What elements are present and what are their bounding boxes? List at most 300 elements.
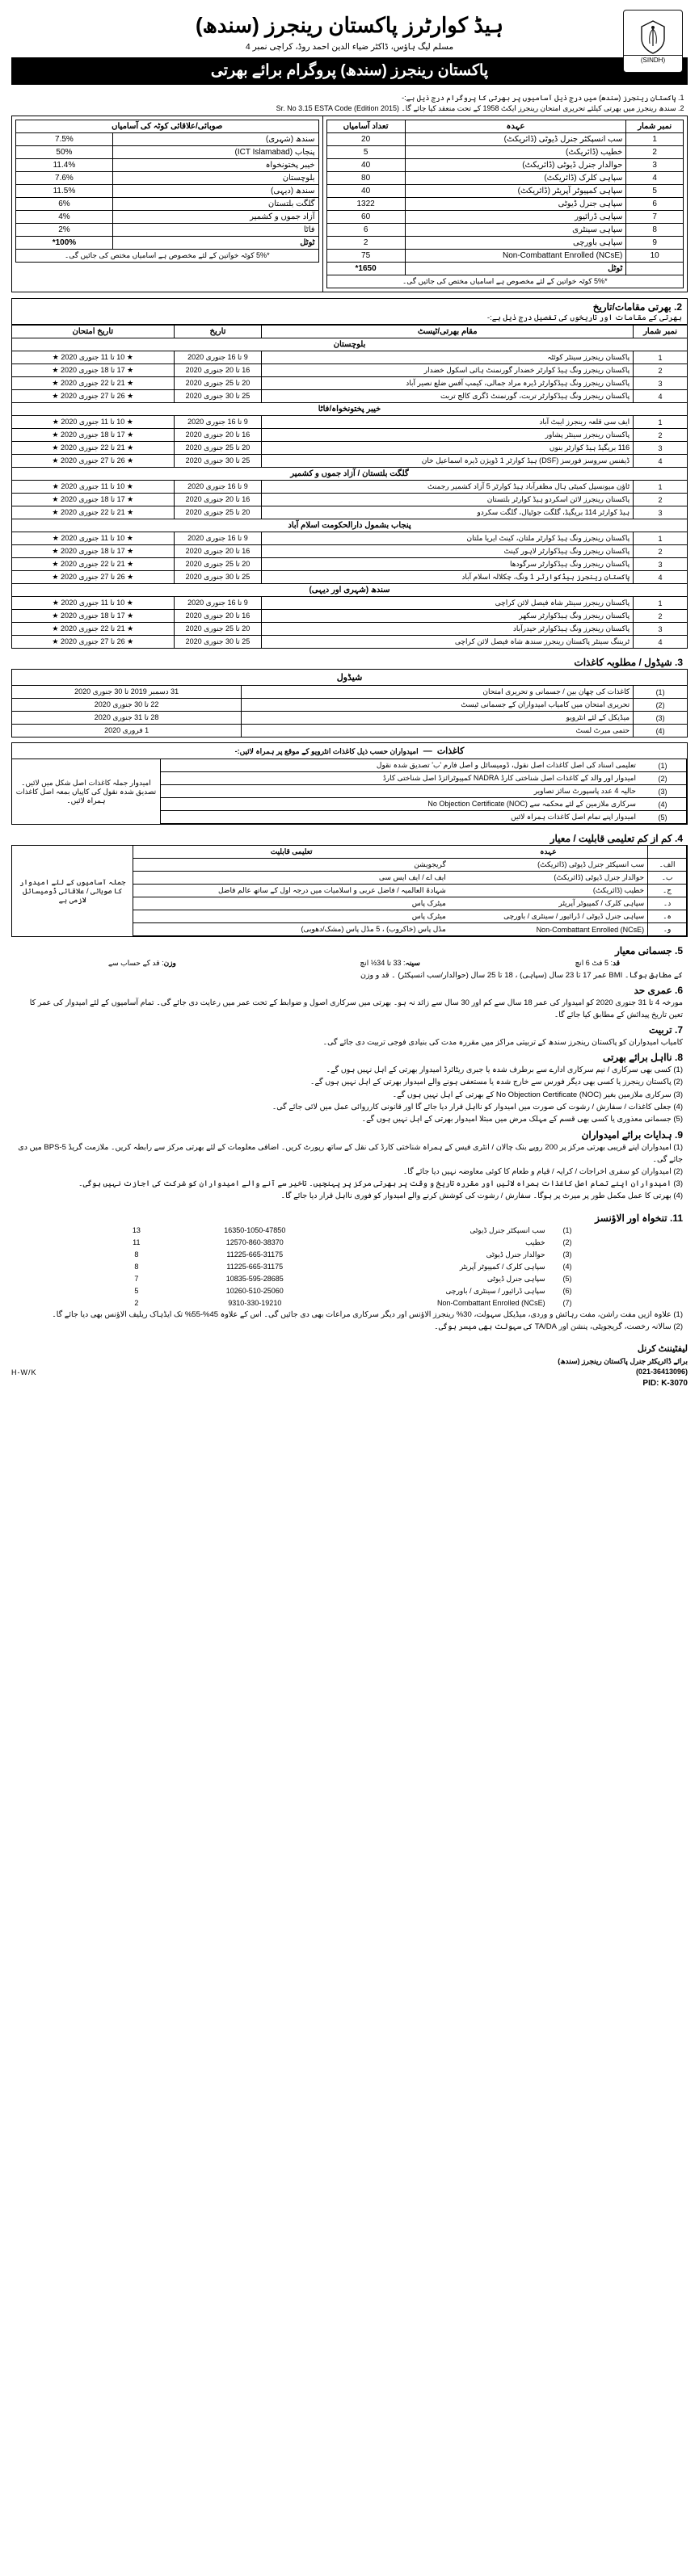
vacancy-count: 80 — [326, 172, 405, 185]
document-text: امیدوار اپنے تمام اصل کاغذات ہمراہ لائیں — [161, 811, 639, 824]
list-item — [161, 772, 687, 785]
recruit-sn: 1 — [634, 532, 688, 545]
document-footer — [11, 1343, 688, 1388]
recruitment-heading: 2. بھرتی مقامات/تاریخ — [592, 301, 682, 313]
recruit-date: 9 تا 16 جنوری 2020 — [174, 481, 262, 494]
pay-grade: 7 — [134, 1275, 139, 1284]
vacancy-count: *1650 — [326, 263, 405, 275]
table-row — [12, 558, 688, 571]
qualification-text: میٹرک پاس — [133, 910, 448, 923]
group-name: پنجاب بشمول دارالحکومت اسلام آباد — [12, 519, 688, 532]
col-sn: نمبر شمار — [634, 326, 688, 338]
qualification-post: سب انسپکٹر جنرل ڈیوٹی (ڈائریکٹ) — [449, 859, 648, 872]
intro-line-2 — [12, 104, 688, 116]
table-row — [113, 1273, 587, 1285]
recruitment-groups — [12, 326, 688, 649]
qualification-label: الف۔ — [648, 859, 687, 872]
intro-and-vacancy-table — [11, 92, 688, 292]
recruit-date: 16 تا 20 جنوری 2020 — [174, 364, 262, 377]
col-date: تاریخ — [174, 326, 262, 338]
exam-date: ★ 10 تا 11 جنوری 2020 ★ — [12, 532, 175, 545]
recruit-date: 16 تا 20 جنوری 2020 — [174, 494, 262, 506]
recruit-place: پاکستان رینجرز ونگ ہیڈکوارٹر سکھر — [262, 610, 634, 623]
documents-table — [11, 742, 688, 825]
exam-date: ★ 10 تا 11 جنوری 2020 ★ — [12, 481, 175, 494]
recruit-date: 16 تا 20 جنوری 2020 — [174, 545, 262, 558]
header-banner: پاکستان رینجرز (سندھ) پروگرام برائے بھرتی — [11, 57, 688, 85]
vacancy-sn: 7 — [626, 211, 684, 224]
document-sn: (1) — [639, 759, 687, 772]
recruit-place: پاکستان رینجرز ونگ ہیڈکوارٹر سرگودھا — [262, 558, 634, 571]
pay-grade: 8 — [134, 1250, 139, 1259]
vacancy-sn: 3 — [626, 159, 684, 172]
schedule-text: میڈیکل کے لئے انٹرویو — [242, 712, 634, 725]
qualification-post: خطیب (ڈائریکٹ) — [449, 885, 648, 897]
schedule-date: 1 فروری 2020 — [12, 725, 242, 738]
documents-side-note: امیدوار جملہ کاغذات اصل شکل میں لائیں۔ تصدیق شدہ نقول کی کاپیاں بمعہ اصل کاغذات ہمراہ لائیں۔ — [12, 759, 161, 825]
list-item: (4) بھرتی کا عمل مکمل طور پر میرٹ پر ہوگا۔ سفارش / رشوت کی کوشش کرنے والے امیدوار کو فوری نااہل قرار دیا جائے گا۔ — [280, 1191, 683, 1201]
recruit-place: پاکستان رینجرز سینٹر پشاور — [262, 429, 634, 442]
vacancy-count: 2 — [326, 237, 405, 250]
page-title: ہیڈ کوارٹرز پاکستان رینجرز (سندھ) — [195, 13, 503, 37]
vacancy-footnote: *5% کوٹہ خواتین کے لئے مخصوص ہے اسامیاں مختص کی جائیں گی۔ — [326, 275, 684, 288]
table-row — [326, 198, 683, 211]
recruit-place: پاکستان رینجرز ونگ ہیڈکوارٹر لاہور کینٹ — [262, 545, 634, 558]
vacancy-post: سپاہی کمپیوٹر آپریٹر (ڈائریکٹ) — [405, 185, 626, 198]
exam-date: ★ 21 تا 22 جنوری 2020 ★ — [12, 558, 175, 571]
pay-sn: (7) — [562, 1298, 572, 1307]
physical-height-value: 5 فٹ 6 انچ — [575, 959, 608, 968]
recruit-date: 9 تا 16 جنوری 2020 — [174, 351, 262, 364]
schedule-rows — [12, 686, 688, 738]
training-text: کامیاب امیدواران کو پاکستان رینجرز سندھ کے تربیتی مراکز میں مقررہ مدت کی بنیادی فوجی تربیت دی جائے گی۔ — [322, 1037, 683, 1047]
recruit-sn: 1 — [634, 481, 688, 494]
exam-date: ★ 21 تا 22 جنوری 2020 ★ — [12, 623, 175, 636]
table-row — [113, 1261, 587, 1273]
recruit-place: ہیڈ کوارٹر 114 بریگیڈ، گلگت جوٹیال، گلگت سکردو — [262, 506, 634, 519]
exam-date: ★ 17 تا 18 جنوری 2020 ★ — [12, 545, 175, 558]
group-name: خیبر پختونخواہ/فاٹا — [12, 403, 688, 416]
vacancy-post: سپاہی کلرک (ڈائریکٹ) — [405, 172, 626, 185]
recruit-sn: 3 — [634, 506, 688, 519]
recruit-place: ٹاؤن میونسپل کمیٹی ہال مظفرآباد ہیڈ کوارٹر 5 آزاد کشمیر رجمنٹ — [262, 481, 634, 494]
qualification-label: د۔ — [648, 897, 687, 910]
table-row — [12, 442, 688, 455]
col-qualification: تعلیمی قابلیت — [133, 846, 448, 859]
vacancy-sn: 8 — [626, 224, 684, 237]
pay-sn: (4) — [562, 1263, 572, 1271]
list-item: (2) امیدواران کو سفری اخراجات / کرایہ / قیام و طعام کا کوئی معاوضہ نہیں دیا جائے گا۔ — [402, 1166, 683, 1176]
intro-line-1: 1. پاکستان رینجرز (سندھ) میں درج ذیل آسامیوں پر بھرتی کا پروگرام درج ذیل ہے:- — [402, 94, 684, 103]
table-row — [326, 237, 683, 250]
recruit-date: 9 تا 16 جنوری 2020 — [174, 416, 262, 429]
physical-chest: سینہ: 33 تا 34½ انچ — [360, 959, 420, 968]
vacancy-count: 40 — [326, 185, 405, 198]
table-row — [16, 211, 319, 224]
qualification-heading: 4. کم از کم تعلیمی قابلیت / معیار — [550, 833, 683, 845]
vacancy-col-count: تعداد آسامیاں — [326, 120, 405, 133]
pay-post: سب انسپکٹر جنرل ڈیوٹی — [470, 1225, 545, 1234]
recruitment-section — [11, 298, 688, 325]
table-row — [12, 506, 688, 519]
header-subtitle: مسلم لیگ ہاؤس، ڈاکٹر ضیاء الدین احمد روڈ، کراچی نمبر 4 — [245, 42, 454, 52]
quota-region: خیبر پختونخواہ — [112, 159, 318, 172]
physical-chest-value: 33 تا 34½ انچ — [360, 959, 402, 968]
recruitment-subheading: بھرتی کے مقامات اور تاریخوں کی تفصیل درج ذیل ہے:- — [486, 313, 682, 323]
col-post: عہدہ — [449, 846, 648, 859]
exam-date: ★ 21 تا 22 جنوری 2020 ★ — [12, 377, 175, 390]
vacancy-count: 40 — [326, 159, 405, 172]
vacancy-sn: 1 — [626, 133, 684, 146]
table-row — [326, 133, 683, 146]
pay-post: خطیب — [525, 1238, 545, 1246]
group-name: گلگت بلتستان / آزاد جموں و کشمیر — [12, 468, 688, 481]
pay-scale: 10835-595-28685 — [225, 1275, 284, 1284]
table-row — [133, 859, 686, 872]
quota-pct: 7.6% — [16, 172, 113, 185]
ineligible-heading: 8. نااہل برائے بھرتی — [603, 1052, 683, 1064]
exam-date: ★ 10 تا 11 جنوری 2020 ★ — [12, 416, 175, 429]
training-heading: 7. تربیت — [648, 1023, 683, 1036]
vacancy-count: 20 — [326, 133, 405, 146]
document-text: امیدوار اور والد کے کاغذات اصل شناختی کارڈ NADRA کمپیوٹرائزڈ اصل شناختی کارڈ — [161, 772, 639, 785]
vacancy-post: سب انسپکٹر جنرل ڈیوٹی (ڈائریکٹ) — [405, 133, 626, 146]
schedule-table — [11, 669, 688, 738]
recruit-place: پاکستان رینجرز سینٹر کوئٹہ — [262, 351, 634, 364]
table-row — [12, 364, 688, 377]
recruit-sn: 3 — [634, 623, 688, 636]
quota-pct: 4% — [16, 211, 113, 224]
pay-sn: (2) — [562, 1238, 572, 1247]
quota-pct: 7.5% — [16, 133, 113, 146]
table-row — [113, 1249, 587, 1261]
recruit-date: 20 تا 25 جنوری 2020 — [174, 623, 262, 636]
qualification-label: ہ۔ — [648, 910, 687, 923]
ineligible-list — [11, 1064, 688, 1127]
physical-heading: 5. جسمانی معیار — [614, 945, 683, 957]
vacancy-post: ٹوٹل — [405, 263, 626, 275]
table-row — [12, 597, 688, 610]
document-sn: (5) — [639, 811, 687, 824]
table-row — [326, 159, 683, 172]
table-row — [133, 923, 686, 936]
table-row — [326, 211, 683, 224]
physical-height-label: قد — [612, 959, 621, 968]
pay-grade: 2 — [134, 1298, 139, 1307]
table-row — [12, 636, 688, 649]
instructions-heading: 9. ہدایات برائے امیدواران — [581, 1129, 683, 1141]
table-row — [12, 623, 688, 636]
recruit-place: پاکستان رینجرز ونگ ہیڈ کوارٹر ملتان، کینٹ ایریا ملتان — [262, 532, 634, 545]
recruit-date: 16 تا 20 جنوری 2020 — [174, 429, 262, 442]
schedule-date: 31 دسمبر 2019 تا 30 جنوری 2020 — [12, 686, 242, 699]
recruit-place: پاکستان رینجرز لائن اسکردو ہیڈ کوارٹر بلتستان — [262, 494, 634, 506]
pay-sn: (3) — [562, 1250, 572, 1259]
pay-grade: 13 — [132, 1226, 141, 1235]
recruit-place: ایف سی قلعہ رینجرز ایبٹ آباد — [262, 416, 634, 429]
list-item — [161, 759, 687, 772]
recruit-sn: 1 — [634, 416, 688, 429]
exam-date: ★ 10 تا 11 جنوری 2020 ★ — [12, 351, 175, 364]
pay-scale: 9310-330-19210 — [228, 1298, 282, 1307]
pay-post: Non-Combattant Enrolled (NCsE) — [437, 1298, 545, 1307]
vacancy-sn — [626, 263, 684, 275]
recruit-sn: 4 — [634, 455, 688, 468]
recruit-place: پاکستان رینجرز سینٹر شاہ فیصل لائن کراچی — [262, 597, 634, 610]
physical-note: عمر 17 تا 23 سال (سپاہی) ، 18 تا 25 سال (حوالدار/سب انسپکٹر) ۔ قد و وزن BMI کے مطابق ہوگا۔ — [360, 971, 683, 981]
exam-date: ★ 21 تا 22 جنوری 2020 ★ — [12, 506, 175, 519]
vacancy-post: سپاہی جنرل ڈیوٹی — [405, 198, 626, 211]
list-item — [161, 811, 687, 824]
recruit-place: ڈیفنس سروسز فورسز (DSF) ہیڈ کوارٹر 1 ڈویژن ڈیرہ اسماعیل خان — [262, 455, 634, 468]
list-item: (2) سالانہ رخصت، گریجویٹی، پنشن اور TA/DA کی سہولت بھی میسر ہوگی۔ — [434, 1322, 683, 1331]
recruit-place: پاکستان رینجرز ونگ ہیڈکوارٹر تربت، گورنمنٹ ڈگری کالج تربت — [262, 390, 634, 403]
list-item: (1) امیدواران اپنے قریبی بھرتی مرکز پر 200 روپے بنک چالان / انٹری فیس کے ہمراہ شناختی کارڈ کی نقل کے ساتھ رپورٹ کریں۔ اضافی معلومات کے لئے بھرتی مرکز سے رابطہ کریں۔ ملازمت گریڈ BPS-5 میں دی جائے گی۔ — [18, 1143, 683, 1164]
table-row — [12, 545, 688, 558]
qualification-side-note: جملہ آسامیوں کے لئے امیدوار کا صوبائی / علاقائی ڈومیسائل لازمی ہے — [12, 846, 133, 937]
table-row — [326, 185, 683, 198]
qualification-text: شہادۃ العالمیہ / فاضل عربی و اسلامیات میں درجہ اول کے ساتھ عالم فاضل — [133, 885, 448, 897]
qualification-post: حوالدار جنرل ڈیوٹی (ڈائریکٹ) — [449, 872, 648, 885]
qualification-post: سپاہی کلرک / کمپیوٹر آپریٹر — [449, 897, 648, 910]
table-row — [12, 725, 688, 738]
quota-pct: *100% — [16, 237, 113, 250]
vacancy-rows — [326, 133, 683, 275]
pay-scale: 11225-665-31175 — [226, 1263, 284, 1271]
esta-code: Sr. No 3.15 ESTA Code (Edition 2015) — [276, 104, 399, 113]
recruit-sn: 4 — [634, 390, 688, 403]
quota-rows — [16, 133, 319, 250]
col-exam-date: تاریخ امتحان — [12, 326, 175, 338]
recruit-sn: 1 — [634, 597, 688, 610]
age-text: مورخہ 4 تا 31 جنوری 2020 کو امیدوار کی عمر 18 سال سے کم اور 30 سال سے زائد نہ ہو۔ بھرتی میں سرکاری اصول و ضوابط کے تحت عمر میں رعایت دی جائے گی۔ تمام آسامیوں کے لئے امیدوار کی عمر کا تعین تاریخ پیدائش کے مطابق کیا جائے گا۔ — [29, 998, 683, 1019]
pay-post: سپاہی ڈرائیور / سینٹری / باورچی — [445, 1286, 545, 1295]
table-row — [12, 699, 688, 712]
pay-scale: 12570-860-38370 — [225, 1238, 284, 1247]
schedule-sn: (1) — [634, 686, 688, 699]
list-item: (1) علاوہ ازیں مفت راشن، مفت رہائش و وردی، میڈیکل سہولت، 30% رینجرز الاؤنس اور دیگر سرکاری مراعات بھی دی جائیں گی۔ اس کے علاوہ 45%-55% تک ایڈہاک ریلیف الاؤنس بھی دیا جائے گا۔ — [52, 1309, 683, 1319]
recruit-date: 25 تا 30 جنوری 2020 — [174, 390, 262, 403]
quota-table — [15, 120, 319, 250]
exam-date: ★ 17 تا 18 جنوری 2020 ★ — [12, 610, 175, 623]
pay-sn: (5) — [562, 1275, 572, 1284]
recruitment-group-header — [12, 519, 688, 532]
vacancy-col-sn: نمبر شمار — [626, 120, 684, 133]
table-row — [12, 455, 688, 468]
recruit-date: 25 تا 30 جنوری 2020 — [174, 571, 262, 584]
recruit-date: 9 تا 16 جنوری 2020 — [174, 597, 262, 610]
physical-height: قد: 5 فٹ 6 انچ — [575, 959, 621, 968]
pid-number: PID: K-3070 — [642, 1379, 688, 1389]
document-header — [11, 8, 688, 86]
group-name: سندھ (شہری اور دیہی) — [12, 584, 688, 597]
vacancy-post: Non-Combattant Enrolled (NCsE) — [405, 250, 626, 263]
table-row — [113, 1297, 587, 1309]
qualification-text: گریجویشن — [133, 859, 448, 872]
exam-date: ★ 17 تا 18 جنوری 2020 ★ — [12, 429, 175, 442]
quota-pct: 2% — [16, 224, 113, 237]
table-row — [12, 686, 688, 699]
document-text: حالیہ 4 عدد پاسپورٹ سائز تصاویر — [161, 785, 639, 798]
vacancy-count: 5 — [326, 146, 405, 159]
quota-region: ٹوٹل — [112, 237, 318, 250]
table-row — [16, 185, 319, 198]
vacancy-sn: 2 — [626, 146, 684, 159]
table-row — [12, 416, 688, 429]
table-row — [16, 237, 319, 250]
signature-block — [558, 1343, 688, 1378]
signature-office: برائے ڈائریکٹر جنرل پاکستان رینجرز (سندھ) — [558, 1356, 688, 1365]
pay-post: سپاہی جنرل ڈیوٹی — [486, 1274, 545, 1283]
list-item: (4) جعلی کاغذات / سفارش / رشوت کی صورت میں امیدوار کو نااہل قرار دیا جائے گا اور قانونی کارروائی عمل میں لائی جائے گی۔ — [272, 1102, 683, 1112]
recruitment-header-row — [12, 326, 688, 338]
recruit-date: 20 تا 25 جنوری 2020 — [174, 506, 262, 519]
table-row — [113, 1237, 587, 1249]
intro-line-2-text: 2. سندھ رینجرز میں بھرتی کیلئے تحریری امتحان رینجرز ایکٹ 1958 کے تحت منعقد کیا جائے گا۔ — [401, 104, 684, 113]
quota-region: آزاد جموں و کشمیر — [112, 211, 318, 224]
col-place: مقام بھرتی/ٹیسٹ — [262, 326, 634, 338]
quota-region: گلگت بلتستان — [112, 198, 318, 211]
recruit-place: ٹریننگ سینٹر پاکستان رینجرز سندھ شاہ فیصل لائن کراچی — [262, 636, 634, 649]
schedule-date: 28 تا 31 جنوری 2020 — [12, 712, 242, 725]
documents-note: امیدواران حسب ذیل کاغذات انٹرویو کے موقع پر ہمراہ لائیں:- — [234, 747, 419, 756]
table-row — [12, 494, 688, 506]
table-row — [326, 224, 683, 237]
qualification-text: مڈل پاس (خاکروب) ، 5 مڈل پاس (مشک/دھوبی) — [133, 923, 448, 936]
pay-scale: 16350-1050-47850 — [224, 1226, 286, 1235]
vacancy-sn: 4 — [626, 172, 684, 185]
table-row — [12, 390, 688, 403]
pay-rows — [113, 1225, 587, 1309]
table-row — [16, 159, 319, 172]
recruit-sn: 4 — [634, 636, 688, 649]
quota-region: سندھ (دیہی) — [112, 185, 318, 198]
table-row — [12, 571, 688, 584]
table-row — [12, 429, 688, 442]
table-row — [12, 532, 688, 545]
vacancy-post: سپاہی باورچی — [405, 237, 626, 250]
vacancy-count: 6 — [326, 224, 405, 237]
table-row — [16, 172, 319, 185]
recruit-date: 9 تا 16 جنوری 2020 — [174, 532, 262, 545]
list-item: (3) سرکاری ملازمین بغیر No Objection Certificate (NOC) کے بھرتی کے اہل نہیں ہوں گے۔ — [392, 1090, 683, 1099]
exam-date: ★ 26 تا 27 جنوری 2020 ★ — [12, 390, 175, 403]
pay-grade: 5 — [134, 1287, 139, 1296]
vacancy-head — [326, 120, 683, 133]
recruit-sn: 3 — [634, 442, 688, 455]
exam-date: ★ 17 تا 18 جنوری 2020 ★ — [12, 364, 175, 377]
recruit-sn: 1 — [634, 351, 688, 364]
vacancy-sn: 9 — [626, 237, 684, 250]
list-item — [161, 785, 687, 798]
table-row — [133, 910, 686, 923]
pay-post: سپاہی کلرک / کمپیوٹر آپریٹر — [459, 1262, 545, 1271]
vacancy-col-post: عہدہ — [405, 120, 626, 133]
table-row — [12, 351, 688, 364]
vacancy-table — [326, 120, 684, 275]
pay-scale: 10260-510-25060 — [225, 1287, 284, 1296]
recruitment-table — [11, 325, 688, 649]
recruit-sn: 2 — [634, 364, 688, 377]
schedule-date: 22 تا 30 جنوری 2020 — [12, 699, 242, 712]
exam-date: ★ 10 تا 11 جنوری 2020 ★ — [12, 597, 175, 610]
qualification-post: Non-Combattant Enrolled (NCsE) — [449, 923, 648, 936]
vacancy-sn: 10 — [626, 250, 684, 263]
physical-weight-value: قد کے حساب سے — [107, 959, 160, 968]
recruit-date: 25 تا 30 جنوری 2020 — [174, 455, 262, 468]
qualification-post: سپاہی جنرل ڈیوٹی / ڈرائیور / سینٹری / باورچی — [449, 910, 648, 923]
documents-title: کاغذات — امیدواران حسب ذیل کاغذات انٹرویو کے موقع پر ہمراہ لائیں:- — [12, 743, 688, 759]
table-row — [16, 146, 319, 159]
table-row — [326, 250, 683, 263]
group-name: بلوچستان — [12, 338, 688, 351]
recruit-place: 116 بریگیڈ ہیڈ کوارٹر بنوں — [262, 442, 634, 455]
table-row — [133, 885, 686, 897]
qualification-text: میٹرک پاس — [133, 897, 448, 910]
table-row — [16, 224, 319, 237]
qualification-label: و۔ — [648, 923, 687, 936]
recruitment-group-header — [12, 403, 688, 416]
pay-grade: 8 — [134, 1263, 139, 1271]
list-item: (5) جسمانی معذوری یا کسی بھی قسم کے مہلک مرض میں مبتلا امیدوار بھرتی کے اہل نہیں ہوں گے۔ — [361, 1115, 683, 1124]
recruit-place: پاکستان رینجرز ونگ ہیڈ کوارٹر خضدار گورنمنٹ ہائی اسکول خضدار — [262, 364, 634, 377]
qualification-label: ج۔ — [648, 885, 687, 897]
table-row — [16, 198, 319, 211]
quota-title: صوبائی/علاقائی کوٹہ کی آسامیاں — [16, 120, 319, 133]
table-row — [326, 146, 683, 159]
recruitment-group-header — [12, 584, 688, 597]
documents-list — [161, 759, 687, 824]
qualification-rows — [133, 846, 687, 936]
exam-date: ★ 17 تا 18 جنوری 2020 ★ — [12, 494, 175, 506]
table-row — [16, 133, 319, 146]
vacancy-post: سپاہی سینٹری — [405, 224, 626, 237]
qualification-header-row — [133, 846, 686, 859]
schedule-text: تحریری امتحان میں کامیاب امیدواران کے جسمانی ٹیسٹ — [242, 699, 634, 712]
physical-chest-label: سینہ — [405, 959, 420, 968]
document-sn: (4) — [639, 798, 687, 811]
age-heading: 6. عمری حد — [634, 985, 683, 997]
document-sn: (3) — [639, 785, 687, 798]
recruit-date: 20 تا 25 جنوری 2020 — [174, 442, 262, 455]
pay-heading: 11. تنخواہ اور الاؤنسز — [595, 1212, 683, 1224]
quota-pct: 11.5% — [16, 185, 113, 198]
quota-region: پنجاب (ICT Islamabad) — [112, 146, 318, 159]
physical-weight-label: وزن — [163, 959, 176, 968]
exam-date: ★ 21 تا 22 جنوری 2020 ★ — [12, 442, 175, 455]
document-sn: (2) — [639, 772, 687, 785]
schedule-heading: 3. شیڈول / مطلوبہ کاغذات — [574, 657, 683, 669]
documents-title-text: کاغذات — [436, 746, 465, 757]
vacancy-count: 75 — [326, 250, 405, 263]
printer-mark: H-W/K — [11, 1368, 37, 1377]
vacancy-post: سپاہی ڈرائیور — [405, 211, 626, 224]
vacancy-post: خطیب (ڈائریکٹ) — [405, 146, 626, 159]
emblem-svg — [637, 19, 669, 55]
exam-date: ★ 26 تا 27 جنوری 2020 ★ — [12, 636, 175, 649]
pay-scale: 11225-665-31175 — [226, 1250, 284, 1259]
schedule-sn: (2) — [634, 699, 688, 712]
table-row — [113, 1225, 587, 1237]
table-row — [12, 610, 688, 623]
pay-table — [113, 1225, 587, 1309]
list-item — [161, 798, 687, 811]
logo-badge-text: (SINDH) — [624, 55, 682, 64]
qualification-label: ب۔ — [648, 872, 687, 885]
qualification-table — [11, 845, 688, 937]
physical-weight: وزن: قد کے حساب سے — [107, 959, 176, 968]
document-text: سرکاری ملازمین کے لئے محکمہ سے No Objection Certificate (NOC) — [161, 798, 639, 811]
